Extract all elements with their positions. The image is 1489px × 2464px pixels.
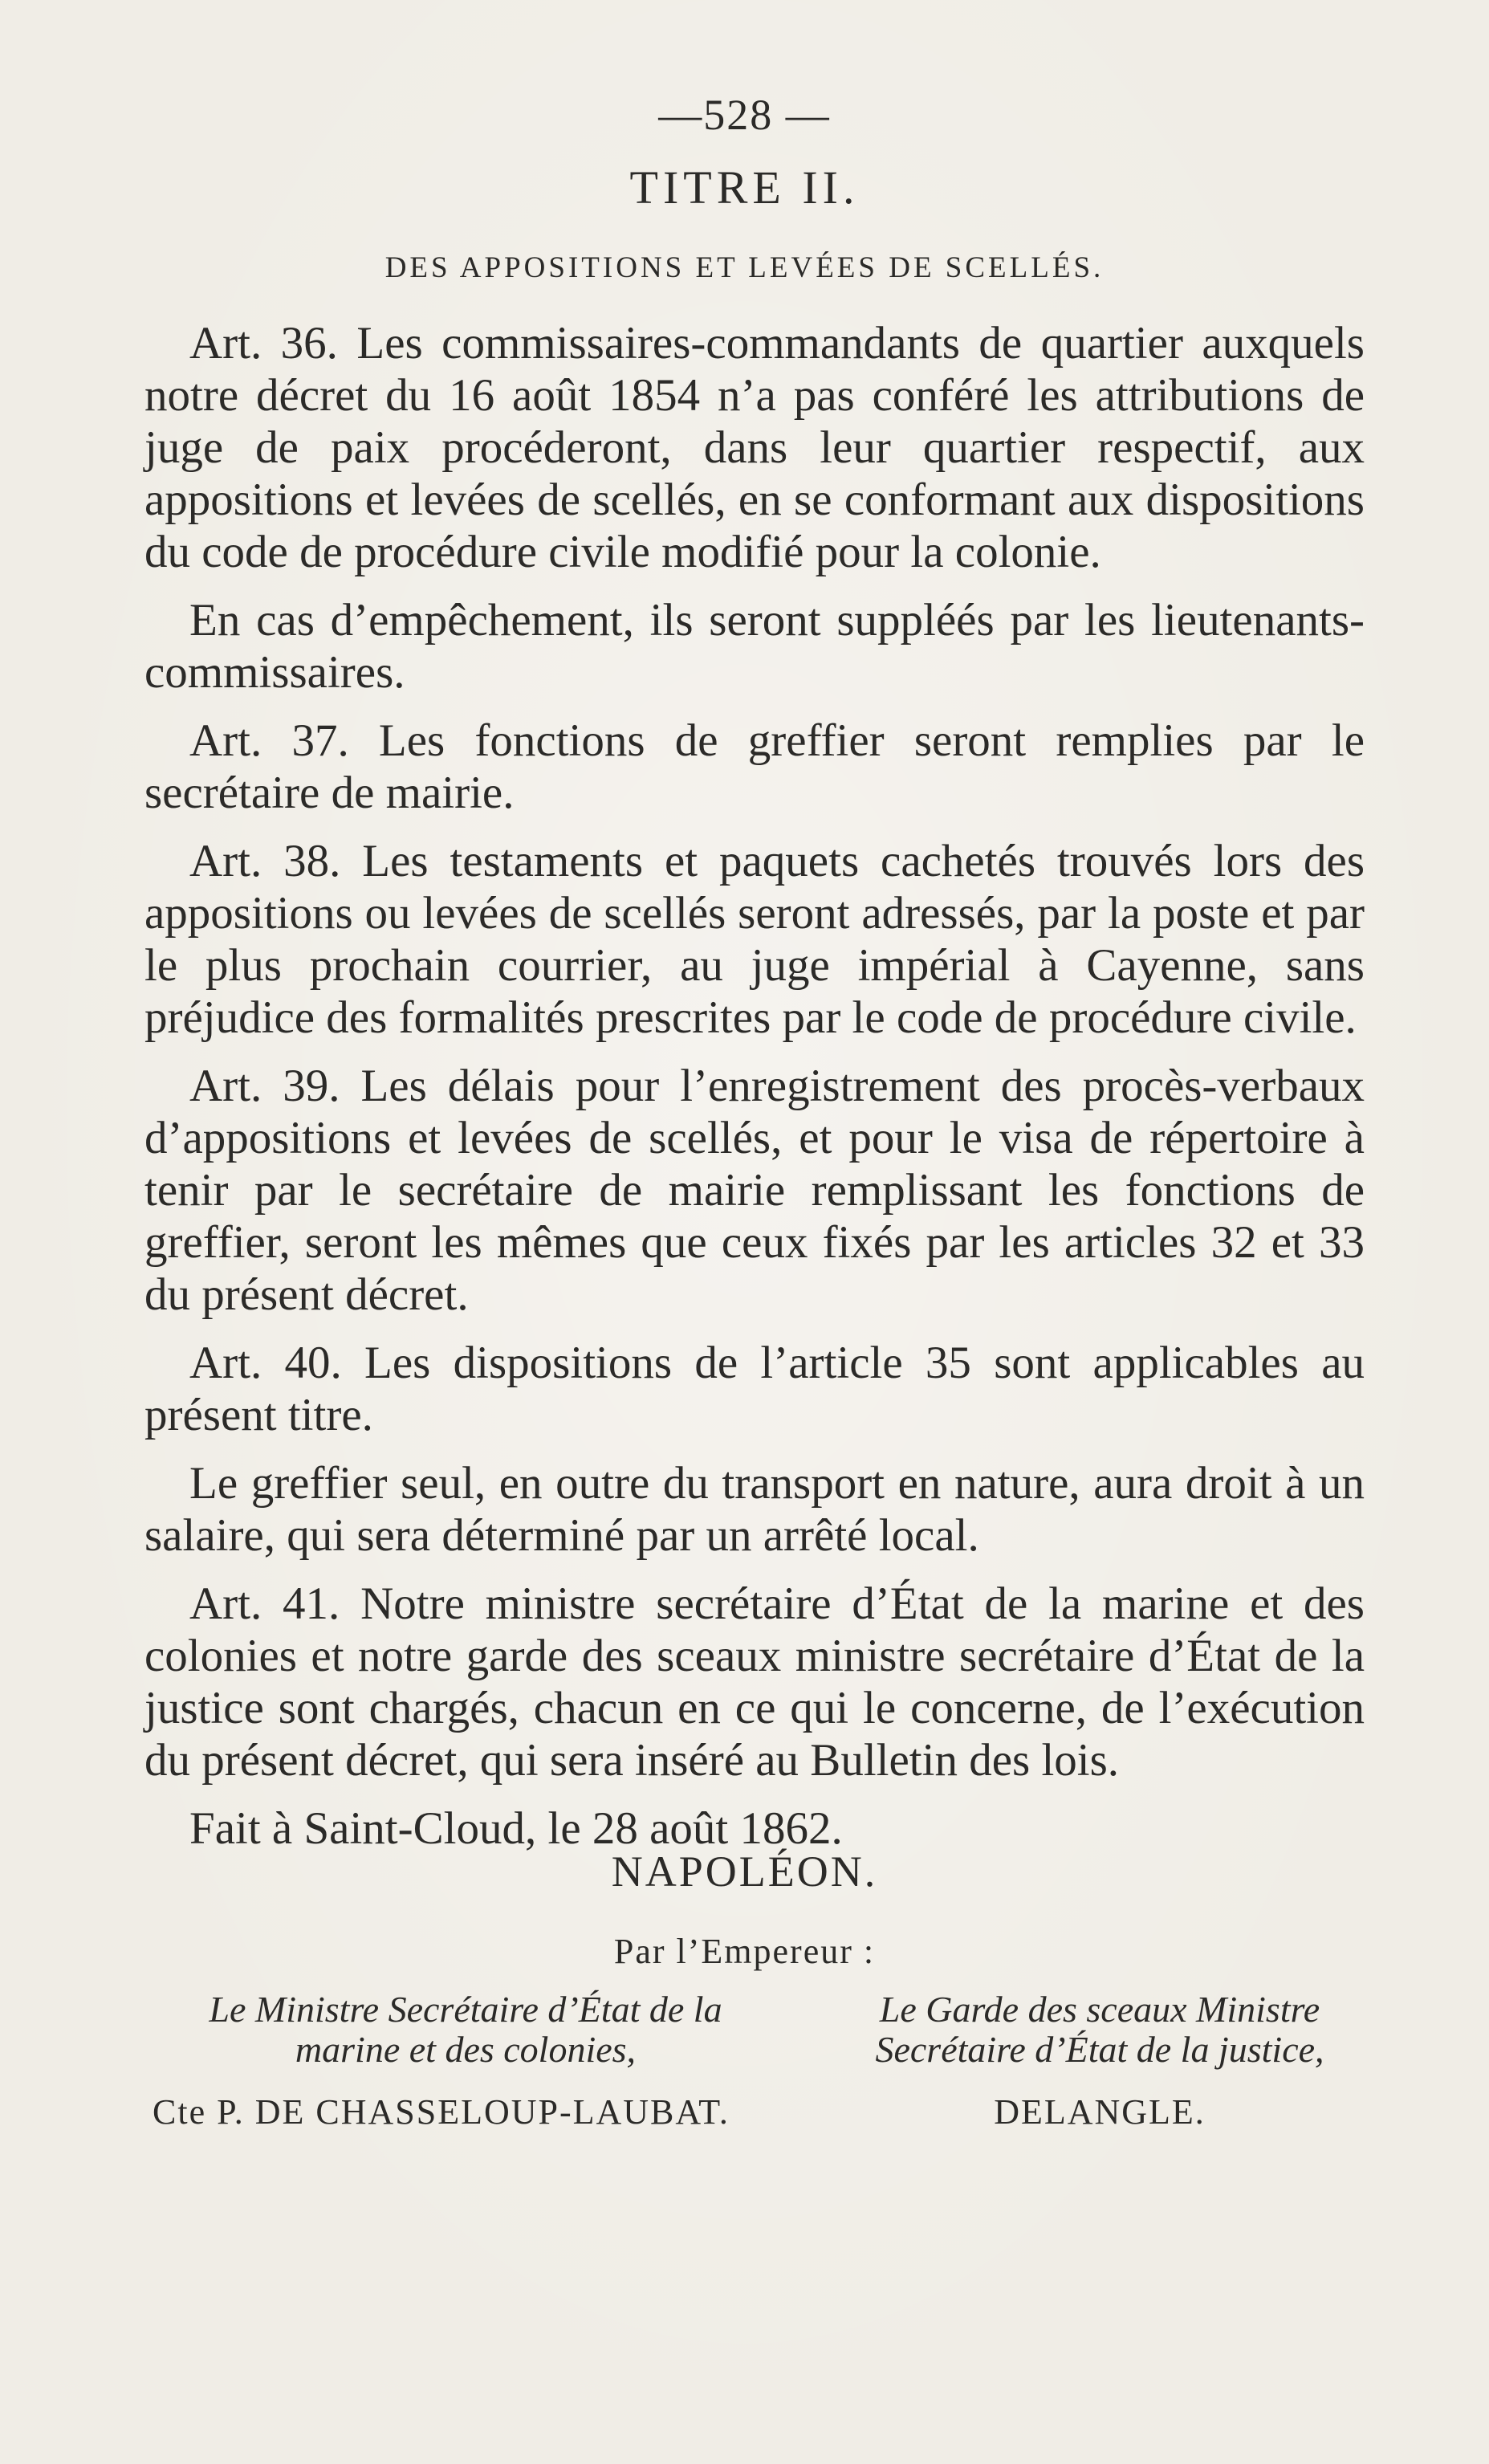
article-40-paragraph: Art. 40. Les dispositions de l’article 35 sont applicables au présent titre. xyxy=(144,1338,1365,1440)
signature-napoleon: NAPOLÉON. xyxy=(611,1847,878,1896)
par-empereur-line: Par l’Empereur : xyxy=(613,1932,876,1971)
section-subtitle: DES APPOSITIONS ET LEVÉES DE SCELLÉS. xyxy=(384,251,1105,284)
article-41-paragraph: Art. 41. Notre ministre secrétaire d’État de la marine et des colonies et notre garde des sceaux ministre secrétaire d’État de la justice sont chargés, chacun en ce qui le concerne, de l’exécution du présent décret, qui sera inséré au Bulletin des lois. xyxy=(144,1578,1365,1786)
signer-left-name: Cte P. DE CHASSELOUP-LAUBAT. xyxy=(153,2092,730,2132)
page-number: —528 — xyxy=(658,91,831,139)
signer-right xyxy=(811,1990,1389,2132)
article-36-empechement-paragraph: En cas d’empêchement, ils seront suppléés par les lieutenants-commissaires. xyxy=(144,595,1365,698)
date-place-line: Fait à Saint-Cloud, le 28 août 1862. xyxy=(189,1803,843,1854)
article-37-paragraph: Art. 37. Les fonctions de greffier seront remplies par le secrétaire de mairie. xyxy=(144,715,1365,818)
article-36-paragraph: Art. 36. Les commissaires-commandants de quartier auxquels notre décret du 16 août 1854 n’a pas conféré les attributions de juge de paix procéderont, dans leur quartier respectif, aux appositions et levées de scellés, en se conformant aux dispositions du code de procédure civile modifié pour la colonie. xyxy=(144,318,1365,577)
article-38-paragraph: Art. 38. Les testaments et paquets cachetés trouvés lors des appositions ou levées de scellés seront adressés, par la poste et par le plus prochain courrier, au juge impérial à Cayenne, sans préjudice des formalités prescrites par le code de procédure civile. xyxy=(144,836,1365,1043)
signer-right-title: Le Garde des sceaux Ministre Secrétaire d’État de la justice, xyxy=(875,1989,1324,2070)
body-text xyxy=(144,317,1365,1871)
signer-left xyxy=(153,1989,771,2132)
article-39-paragraph: Art. 39. Les délais pour l’enregistrement des procès-verbaux d’appositions et levées de scellés, et pour le visa de répertoire à tenir par le secrétaire de mairie remplissant les fonctions de greffier, seront les mêmes que ceux fixés par les articles 32 et 33 du présent décret. xyxy=(144,1061,1365,1320)
section-title: TITRE II. xyxy=(629,161,860,214)
signer-right-name: DELANGLE. xyxy=(994,2092,1206,2132)
signer-left-title: Le Ministre Secrétaire d’État de la marine et des colonies, xyxy=(209,1989,722,2070)
article-40-greffier-paragraph: Le greffier seul, en outre du transport en nature, aura droit à un salaire, qui sera déterminé par un arrêté local. xyxy=(144,1458,1365,1561)
